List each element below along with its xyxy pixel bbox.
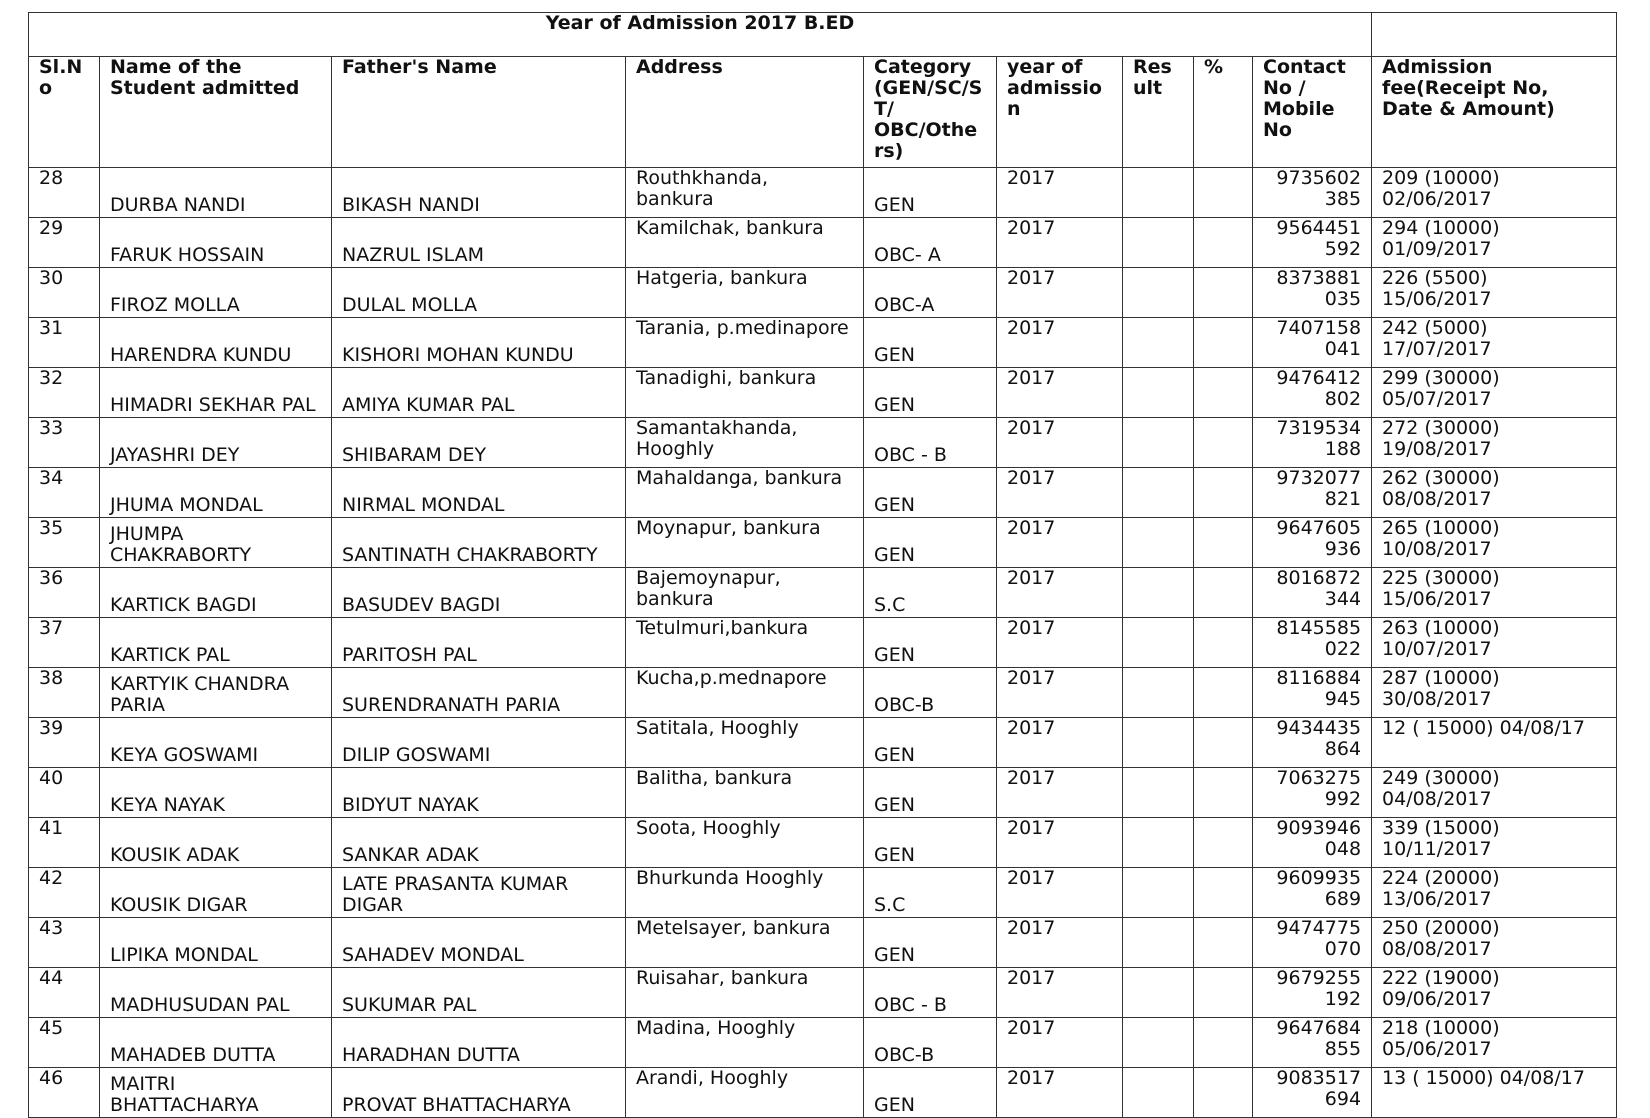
cell-slno: 42 (29, 868, 100, 918)
header-father-name: Father's Name (332, 57, 626, 168)
cell-admission-fee: 226 (5500) 15/06/2017 (1372, 268, 1617, 318)
contact-line-1: 9476412 (1276, 367, 1362, 389)
contact-line-1: 9647684 (1276, 1017, 1362, 1039)
cell-percent (1194, 818, 1253, 868)
cell-father-name: SUKUMAR PAL (332, 968, 626, 1018)
cell-percent (1194, 318, 1253, 368)
cell-category: OBC - B (864, 418, 997, 468)
cell-student-name: LIPIKA MONDAL (100, 918, 332, 968)
cell-contact (1253, 618, 1372, 668)
cell-address: Balitha, bankura (626, 768, 864, 818)
cell-contact (1253, 218, 1372, 268)
cell-father-name: LATE PRASANTA KUMAR DIGAR (332, 868, 626, 918)
cell-address: Ruisahar, bankura (626, 968, 864, 1018)
cell-category: GEN (864, 618, 997, 668)
cell-admission-fee: 265 (10000) 10/08/2017 (1372, 518, 1617, 568)
cell-percent (1194, 368, 1253, 418)
contact-line-2: 802 (1324, 388, 1362, 410)
cell-result (1123, 918, 1194, 968)
cell-father-name: SHIBARAM DEY (332, 418, 626, 468)
cell-year: 2017 (997, 518, 1123, 568)
table-row (29, 468, 1617, 518)
cell-result (1123, 768, 1194, 818)
cell-father-name: SANTINATH CHAKRABORTY (332, 518, 626, 568)
cell-category: OBC-A (864, 268, 997, 318)
table-row (29, 868, 1617, 918)
cell-result (1123, 218, 1194, 268)
table-row (29, 268, 1617, 318)
cell-slno: 43 (29, 918, 100, 968)
cell-student-name: MAITRI BHATTACHARYA (100, 1068, 332, 1118)
contact-line-2: 385 (1324, 188, 1362, 210)
cell-contact (1253, 868, 1372, 918)
cell-year: 2017 (997, 868, 1123, 918)
cell-slno: 44 (29, 968, 100, 1018)
contact-line-1: 9679255 (1276, 967, 1362, 989)
cell-year: 2017 (997, 468, 1123, 518)
cell-result (1123, 1068, 1194, 1118)
cell-father-name: DILIP GOSWAMI (332, 718, 626, 768)
contact-line-1: 9083517 (1276, 1067, 1362, 1089)
contact-line-2: 945 (1324, 688, 1362, 710)
cell-student-name: HARENDRA KUNDU (100, 318, 332, 368)
cell-address: Arandi, Hooghly (626, 1068, 864, 1118)
cell-student-name: MADHUSUDAN PAL (100, 968, 332, 1018)
contact-line-2: 344 (1324, 588, 1362, 610)
cell-address: Kamilchak, bankura (626, 218, 864, 268)
header-address: Address (626, 57, 864, 168)
cell-result (1123, 268, 1194, 318)
cell-category: OBC - B (864, 968, 997, 1018)
cell-year: 2017 (997, 1018, 1123, 1068)
cell-year: 2017 (997, 368, 1123, 418)
cell-address: Routhkhanda, bankura (626, 168, 864, 218)
cell-year: 2017 (997, 418, 1123, 468)
cell-address: Metelsayer, bankura (626, 918, 864, 968)
table-row (29, 368, 1617, 418)
header-category: Category (GEN/SC/S T/ OBC/Othe rs) (864, 57, 997, 168)
cell-year: 2017 (997, 968, 1123, 1018)
contact-line-1: 7407158 (1276, 317, 1362, 339)
cell-admission-fee: 272 (30000) 19/08/2017 (1372, 418, 1617, 468)
cell-result (1123, 368, 1194, 418)
cell-percent (1194, 568, 1253, 618)
table-row (29, 918, 1617, 968)
cell-result (1123, 668, 1194, 718)
cell-address: Kucha,p.mednapore (626, 668, 864, 718)
header-admission-fee: Admission fee(Receipt No, Date & Amount) (1372, 57, 1617, 168)
table-row (29, 718, 1617, 768)
cell-father-name: NAZRUL ISLAM (332, 218, 626, 268)
cell-father-name: SURENDRANATH PARIA (332, 668, 626, 718)
cell-result (1123, 818, 1194, 868)
cell-category: GEN (864, 1068, 997, 1118)
cell-admission-fee: 224 (20000) 13/06/2017 (1372, 868, 1617, 918)
cell-contact (1253, 168, 1372, 218)
cell-address: Madina, Hooghly (626, 1018, 864, 1068)
cell-contact (1253, 468, 1372, 518)
contact-line-2: 048 (1324, 838, 1362, 860)
table-row (29, 668, 1617, 718)
table-title: Year of Admission 2017 B.ED (29, 13, 1372, 57)
contact-line-1: 9474775 (1276, 917, 1362, 939)
table-row (29, 818, 1617, 868)
admission-table (28, 12, 1617, 1118)
cell-slno: 28 (29, 168, 100, 218)
cell-father-name: BASUDEV BAGDI (332, 568, 626, 618)
contact-line-1: 9609935 (1276, 867, 1362, 889)
cell-slno: 36 (29, 568, 100, 618)
header-row (29, 57, 1617, 168)
cell-year: 2017 (997, 818, 1123, 868)
cell-contact (1253, 518, 1372, 568)
table-row (29, 568, 1617, 618)
cell-slno: 41 (29, 818, 100, 868)
cell-category: GEN (864, 368, 997, 418)
cell-category: GEN (864, 818, 997, 868)
cell-slno: 46 (29, 1068, 100, 1118)
cell-percent (1194, 668, 1253, 718)
cell-percent (1194, 1018, 1253, 1068)
cell-contact (1253, 918, 1372, 968)
cell-student-name: KEYA NAYAK (100, 768, 332, 818)
header-result: Res ult (1123, 57, 1194, 168)
cell-contact (1253, 268, 1372, 318)
cell-slno: 35 (29, 518, 100, 568)
cell-admission-fee: 249 (30000) 04/08/2017 (1372, 768, 1617, 818)
cell-slno: 30 (29, 268, 100, 318)
contact-line-2: 694 (1324, 1088, 1362, 1110)
table-body (29, 13, 1617, 1118)
cell-percent (1194, 718, 1253, 768)
cell-percent (1194, 168, 1253, 218)
contact-line-2: 855 (1324, 1038, 1362, 1060)
cell-percent (1194, 418, 1253, 468)
title-blank-cell (1372, 13, 1617, 57)
cell-slno: 32 (29, 368, 100, 418)
cell-year: 2017 (997, 318, 1123, 368)
cell-admission-fee: 12 ( 15000) 04/08/17 (1372, 718, 1617, 768)
cell-percent (1194, 1068, 1253, 1118)
cell-category: GEN (864, 918, 997, 968)
cell-father-name: PROVAT BHATTACHARYA (332, 1068, 626, 1118)
cell-admission-fee: 209 (10000) 02/06/2017 (1372, 168, 1617, 218)
cell-student-name: KEYA GOSWAMI (100, 718, 332, 768)
header-year: year of admissio n (997, 57, 1123, 168)
cell-address: Satitala, Hooghly (626, 718, 864, 768)
cell-father-name: PARITOSH PAL (332, 618, 626, 668)
cell-father-name: SANKAR ADAK (332, 818, 626, 868)
table-row (29, 618, 1617, 668)
cell-percent (1194, 518, 1253, 568)
cell-result (1123, 718, 1194, 768)
title-row (29, 13, 1617, 57)
cell-father-name: KISHORI MOHAN KUNDU (332, 318, 626, 368)
cell-category: GEN (864, 468, 997, 518)
cell-contact (1253, 568, 1372, 618)
cell-slno: 39 (29, 718, 100, 768)
table-row (29, 418, 1617, 468)
cell-percent (1194, 918, 1253, 968)
cell-year: 2017 (997, 918, 1123, 968)
cell-slno: 37 (29, 618, 100, 668)
contact-line-2: 035 (1324, 288, 1362, 310)
cell-slno: 45 (29, 1018, 100, 1068)
cell-category: S.C (864, 868, 997, 918)
cell-slno: 38 (29, 668, 100, 718)
cell-contact (1253, 968, 1372, 1018)
contact-line-1: 8373881 (1276, 267, 1362, 289)
table-row (29, 518, 1617, 568)
cell-student-name: KOUSIK ADAK (100, 818, 332, 868)
cell-student-name: MAHADEB DUTTA (100, 1018, 332, 1068)
cell-admission-fee: 250 (20000) 08/08/2017 (1372, 918, 1617, 968)
contact-line-2: 070 (1324, 938, 1362, 960)
cell-admission-fee: 242 (5000) 17/07/2017 (1372, 318, 1617, 368)
cell-father-name: NIRMAL MONDAL (332, 468, 626, 518)
contact-line-2: 022 (1324, 638, 1362, 660)
cell-student-name: JAYASHRI DEY (100, 418, 332, 468)
cell-address: Hatgeria, bankura (626, 268, 864, 318)
cell-father-name: AMIYA KUMAR PAL (332, 368, 626, 418)
contact-line-1: 8116884 (1276, 667, 1362, 689)
contact-line-2: 592 (1324, 238, 1362, 260)
cell-student-name: JHUMPA CHAKRABORTY (100, 518, 332, 568)
contact-line-1: 8145585 (1276, 617, 1362, 639)
table-row (29, 218, 1617, 268)
cell-student-name: FARUK HOSSAIN (100, 218, 332, 268)
cell-contact (1253, 1018, 1372, 1068)
cell-father-name: DULAL MOLLA (332, 268, 626, 318)
cell-percent (1194, 968, 1253, 1018)
cell-slno: 31 (29, 318, 100, 368)
cell-year: 2017 (997, 268, 1123, 318)
cell-student-name: DURBA NANDI (100, 168, 332, 218)
cell-father-name: BIKASH NANDI (332, 168, 626, 218)
header-contact: Contact No / Mobile No (1253, 57, 1372, 168)
cell-result (1123, 568, 1194, 618)
cell-slno: 29 (29, 218, 100, 268)
header-student-name: Name of the Student admitted (100, 57, 332, 168)
table-row (29, 1068, 1617, 1118)
cell-contact (1253, 1068, 1372, 1118)
contact-line-1: 7063275 (1276, 767, 1362, 789)
cell-category: OBC-B (864, 668, 997, 718)
contact-line-2: 192 (1324, 988, 1362, 1010)
cell-contact (1253, 718, 1372, 768)
cell-category: GEN (864, 518, 997, 568)
contact-line-1: 9647605 (1276, 517, 1362, 539)
cell-slno: 33 (29, 418, 100, 468)
cell-student-name: KARTICK PAL (100, 618, 332, 668)
cell-result (1123, 968, 1194, 1018)
cell-admission-fee: 262 (30000) 08/08/2017 (1372, 468, 1617, 518)
cell-contact (1253, 768, 1372, 818)
cell-admission-fee: 339 (15000) 10/11/2017 (1372, 818, 1617, 868)
header-slno: Sl.N o (29, 57, 100, 168)
table-row (29, 768, 1617, 818)
cell-contact (1253, 368, 1372, 418)
cell-percent (1194, 268, 1253, 318)
cell-address: Tarania, p.medinapore (626, 318, 864, 368)
contact-line-2: 041 (1324, 338, 1362, 360)
cell-address: Tanadighi, bankura (626, 368, 864, 418)
cell-address: Tetulmuri,bankura (626, 618, 864, 668)
cell-admission-fee: 287 (10000) 30/08/2017 (1372, 668, 1617, 718)
cell-category: GEN (864, 168, 997, 218)
cell-address: Soota, Hooghly (626, 818, 864, 868)
cell-result (1123, 468, 1194, 518)
table-row (29, 318, 1617, 368)
table-row (29, 168, 1617, 218)
contact-line-1: 9564451 (1276, 217, 1362, 239)
cell-student-name: KOUSIK DIGAR (100, 868, 332, 918)
cell-percent (1194, 218, 1253, 268)
cell-year: 2017 (997, 768, 1123, 818)
cell-percent (1194, 768, 1253, 818)
cell-student-name: FIROZ MOLLA (100, 268, 332, 318)
cell-year: 2017 (997, 568, 1123, 618)
cell-admission-fee: 218 (10000) 05/06/2017 (1372, 1018, 1617, 1068)
cell-address: Moynapur, bankura (626, 518, 864, 568)
cell-year: 2017 (997, 218, 1123, 268)
cell-year: 2017 (997, 168, 1123, 218)
cell-admission-fee: 13 ( 15000) 04/08/17 (1372, 1068, 1617, 1118)
contact-line-2: 821 (1324, 488, 1362, 510)
cell-student-name: KARTYIK CHANDRA PARIA (100, 668, 332, 718)
contact-line-2: 992 (1324, 788, 1362, 810)
cell-category: GEN (864, 768, 997, 818)
cell-result (1123, 168, 1194, 218)
cell-student-name: HIMADRI SEKHAR PAL (100, 368, 332, 418)
cell-category: GEN (864, 318, 997, 368)
cell-percent (1194, 468, 1253, 518)
cell-slno: 40 (29, 768, 100, 818)
cell-category: OBC- A (864, 218, 997, 268)
cell-result (1123, 1018, 1194, 1068)
cell-admission-fee: 299 (30000) 05/07/2017 (1372, 368, 1617, 418)
cell-admission-fee: 263 (10000) 10/07/2017 (1372, 618, 1617, 668)
cell-contact (1253, 318, 1372, 368)
cell-contact (1253, 668, 1372, 718)
cell-year: 2017 (997, 668, 1123, 718)
cell-address: Mahaldanga, bankura (626, 468, 864, 518)
contact-line-1: 7319534 (1276, 417, 1362, 439)
cell-slno: 34 (29, 468, 100, 518)
cell-percent (1194, 618, 1253, 668)
cell-year: 2017 (997, 1068, 1123, 1118)
table-row (29, 968, 1617, 1018)
cell-contact (1253, 418, 1372, 468)
cell-contact (1253, 818, 1372, 868)
table-row (29, 1018, 1617, 1068)
cell-category: GEN (864, 718, 997, 768)
cell-father-name: SAHADEV MONDAL (332, 918, 626, 968)
contact-line-1: 9434435 (1276, 717, 1362, 739)
header-percent: % (1194, 57, 1253, 168)
contact-line-1: 9093946 (1276, 817, 1362, 839)
cell-father-name: HARADHAN DUTTA (332, 1018, 626, 1068)
cell-category: S.C (864, 568, 997, 618)
cell-year: 2017 (997, 718, 1123, 768)
contact-line-2: 936 (1324, 538, 1362, 560)
cell-address: Samantakhanda, Hooghly (626, 418, 864, 468)
cell-result (1123, 418, 1194, 468)
contact-line-2: 188 (1324, 438, 1362, 460)
cell-result (1123, 868, 1194, 918)
cell-percent (1194, 868, 1253, 918)
contact-line-1: 8016872 (1276, 567, 1362, 589)
contact-line-1: 9732077 (1276, 467, 1362, 489)
cell-student-name: JHUMA MONDAL (100, 468, 332, 518)
cell-father-name: BIDYUT NAYAK (332, 768, 626, 818)
contact-line-1: 9735602 (1276, 167, 1362, 189)
cell-result (1123, 618, 1194, 668)
cell-address: Bhurkunda Hooghly (626, 868, 864, 918)
contact-line-2: 689 (1324, 888, 1362, 910)
cell-address: Bajemoynapur, bankura (626, 568, 864, 618)
cell-category: OBC-B (864, 1018, 997, 1068)
cell-admission-fee: 294 (10000) 01/09/2017 (1372, 218, 1617, 268)
cell-student-name: KARTICK BAGDI (100, 568, 332, 618)
cell-result (1123, 318, 1194, 368)
contact-line-2: 864 (1324, 738, 1362, 760)
cell-year: 2017 (997, 618, 1123, 668)
cell-admission-fee: 225 (30000) 15/06/2017 (1372, 568, 1617, 618)
cell-result (1123, 518, 1194, 568)
cell-admission-fee: 222 (19000) 09/06/2017 (1372, 968, 1617, 1018)
